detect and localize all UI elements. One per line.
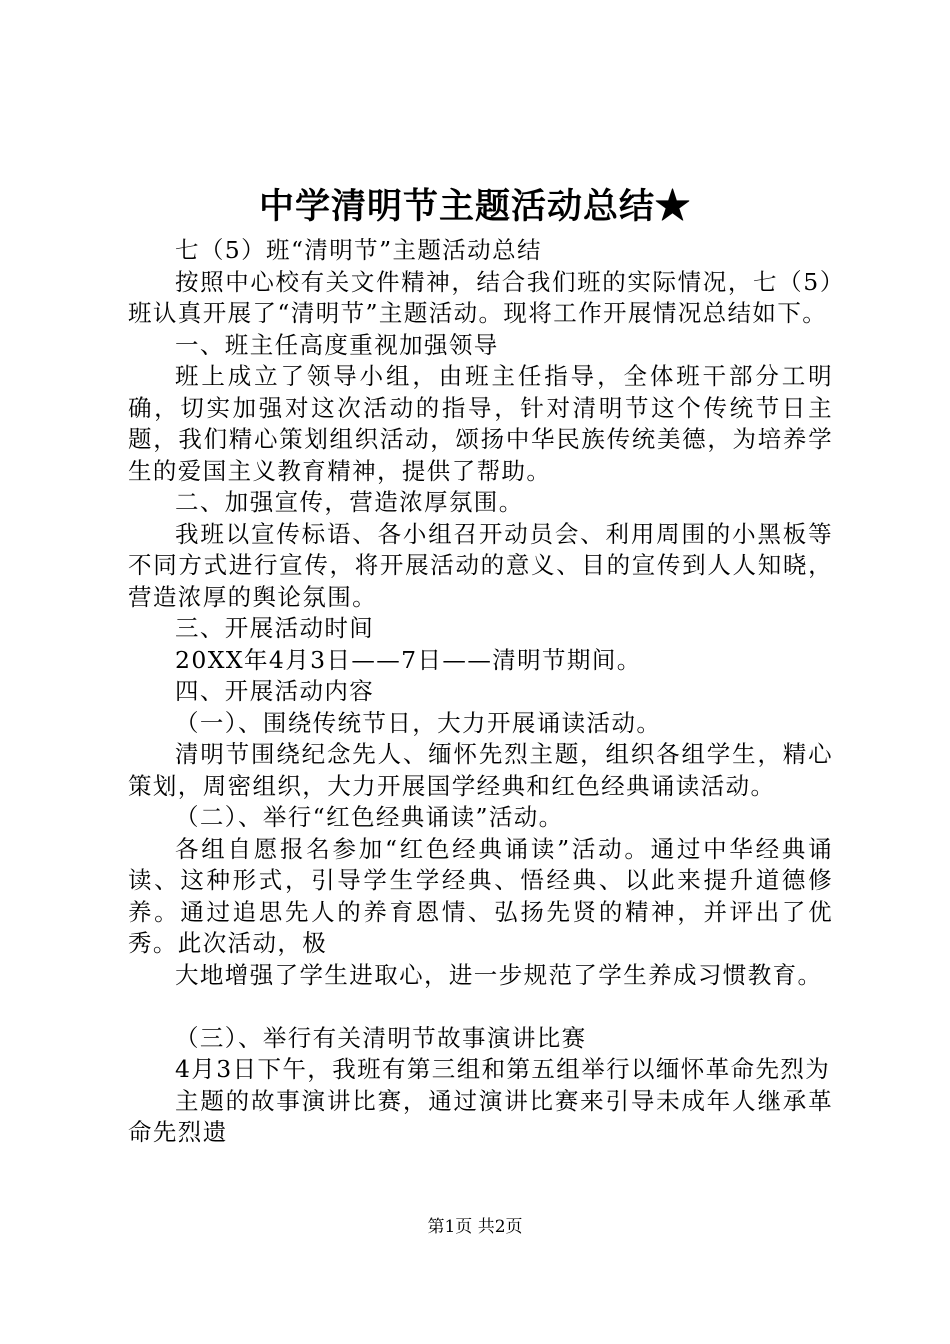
paragraph: 20XX年4月3日——7日——清明节期间。: [175, 645, 642, 674]
document-body: [128, 235, 833, 1149]
paragraph: 大地增强了学生进取心，进一步规范了学生养成习惯教育。: [175, 960, 823, 989]
paragraph: 清明节围绕纪念先人、缅怀先烈主题，组织各组学生，精心策划，周密组织，大力开展国学经典和红色经典诵读活动。: [128, 740, 833, 800]
section-heading: 三、开展活动时间: [175, 614, 375, 642]
paragraph: 主题的故事演讲比赛，通过演讲比赛来引导未成年人继承革命先烈遗: [128, 1086, 833, 1146]
subsection-heading: （三）、举行有关清明节故事演讲比赛: [175, 1023, 587, 1052]
paragraph: 我班以宣传标语、各小组召开动员会、利用周围的小黑板等不同方式进行宣传，将开展活动的意义、目的宣传到人人知晓，营造浓厚的舆论氛围。: [128, 519, 833, 611]
subsection-heading: （一）、围绕传统节日，大力开展诵读活动。: [175, 708, 662, 737]
section-heading: 四、开展活动内容: [175, 677, 375, 705]
paragraph: 按照中心校有关文件精神，结合我们班的实际情况，七（5）班认真开展了“清明节”主题活动。现将工作开展情况总结如下。: [128, 267, 833, 327]
paragraph: 各组自愿报名参加“红色经典诵读”活动。通过中华经典诵读、这种形式，引导学生学经典、悟经典、以此来提升道德修养。通过追思先人的养育恩情、弘扬先贤的精神，并评出了优秀。此次活动，极: [128, 834, 833, 957]
paragraph: 班上成立了领导小组，由班主任指导，全体班干部分工明确，切实加强对这次活动的指导，针对清明节这个传统节日主题，我们精心策划组织活动，颂扬中华民族传统美德，为培养学生的爱国主义教育精神，提供了帮助。: [128, 362, 833, 485]
paragraph: 七（5）班“清明节”主题活动总结: [175, 236, 542, 264]
subsection-heading: （二）、举行“红色经典诵读”活动。: [175, 803, 564, 831]
page-footer: 第1页 共2页: [427, 1217, 523, 1237]
document-title: 中学清明节主题活动总结★: [258, 186, 691, 227]
paragraph: 4月3日下午，我班有第三组和第五组举行以缅怀革命先烈为: [175, 1055, 831, 1083]
section-heading: 二、加强宣传，营造浓厚氛围。: [175, 488, 524, 516]
section-heading: 一、班主任高度重视加强领导: [175, 330, 499, 359]
